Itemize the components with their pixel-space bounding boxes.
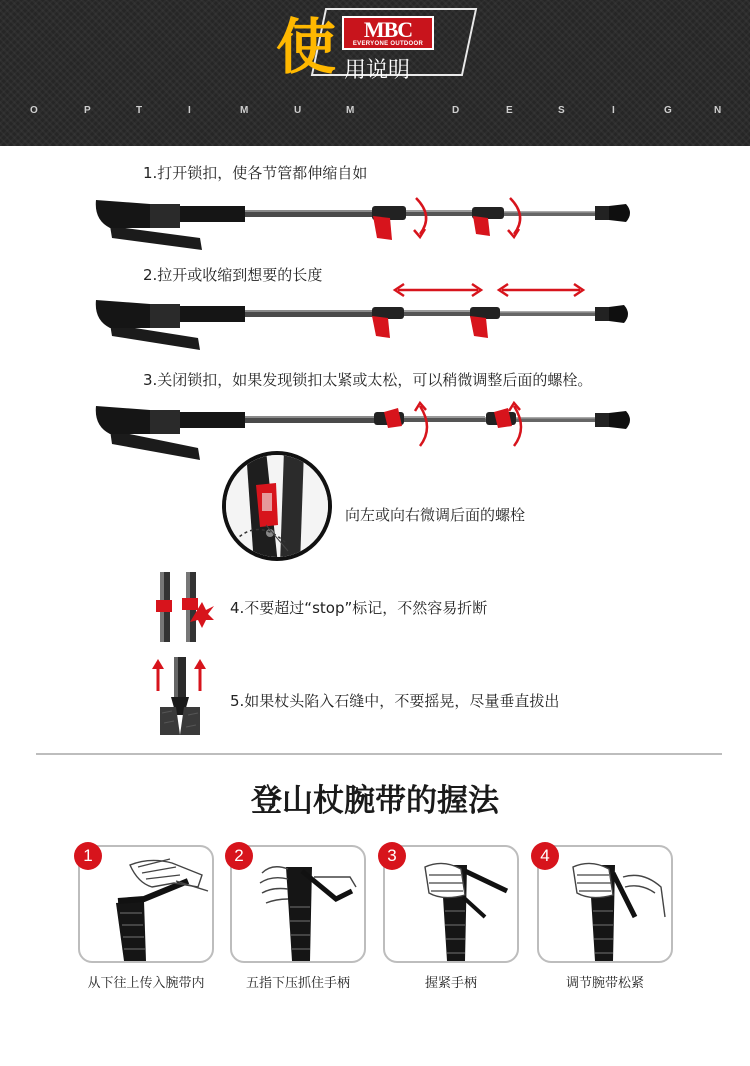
header-letter: E [506, 105, 513, 116]
step-badge-2: 2 [225, 842, 253, 870]
stop-mark-illustration [150, 572, 216, 642]
step-3-text: 3.关闭锁扣，如果发现锁扣太紧或太松，可以稍微调整后面的螺栓。 [143, 371, 593, 389]
logo-subtitle: EVERYONE OUTDOOR [352, 41, 424, 47]
grip-step-4-image [539, 847, 671, 961]
grip-caption-2: 五指下压抓住手柄 [245, 976, 350, 991]
step-badge-4: 4 [531, 842, 559, 870]
header-big-char: 使 [276, 13, 336, 83]
step-badge-1: 1 [74, 842, 102, 870]
trekking-pole-2 [90, 278, 650, 358]
step-2-text: 2.拉开或收缩到想要的长度 [143, 266, 323, 284]
lock-detail-circle [222, 451, 332, 561]
grip-caption-4: 调节腕带松紧 [565, 976, 644, 991]
header-letter: U [294, 105, 302, 116]
grip-caption-3: 握紧手柄 [424, 976, 477, 991]
brand-logo [342, 16, 434, 50]
lock-closeup-image [226, 455, 328, 557]
stuck-tip-illustration [150, 655, 210, 737]
grip-step-2-image [232, 847, 364, 961]
header-title: 用说明 [344, 58, 411, 83]
grip-card-4 [537, 845, 673, 963]
logo-text: MBC [363, 17, 413, 42]
header-letter: M [240, 105, 249, 116]
header-letter: P [84, 105, 91, 116]
header-letter: G [664, 105, 672, 116]
detail-caption: 向左或向右微调后面的螺栓 [345, 506, 526, 524]
header-letter: D [452, 105, 460, 116]
step-4-text: 4.不要超过“stop”标记，不然容易折断 [230, 599, 488, 617]
grip-step-3-image [385, 847, 517, 961]
header-letter: S [558, 105, 565, 116]
header-banner [0, 0, 750, 146]
section-title: 登山杖腕带的握法 [251, 783, 499, 819]
header-letter: N [714, 105, 722, 116]
header-letter: I [188, 105, 191, 116]
step-5-text: 5.如果杖头陷入石缝中，不要摇晃，尽量垂直拔出 [230, 692, 560, 710]
section-divider [36, 753, 722, 755]
step-badge-3: 3 [378, 842, 406, 870]
grip-caption-1: 从下往上传入腕带内 [87, 976, 205, 991]
step-1-text: 1.打开锁扣，使各节管都伸缩自如 [143, 164, 368, 182]
grip-step-1-image [80, 847, 212, 961]
header-letter: I [612, 105, 615, 116]
header-letter: T [136, 105, 143, 116]
trekking-pole-3 [90, 392, 650, 472]
header-letter: M [346, 105, 355, 116]
header-letters [0, 104, 750, 118]
header-letter: O [30, 105, 38, 116]
trekking-pole-1 [90, 190, 650, 270]
